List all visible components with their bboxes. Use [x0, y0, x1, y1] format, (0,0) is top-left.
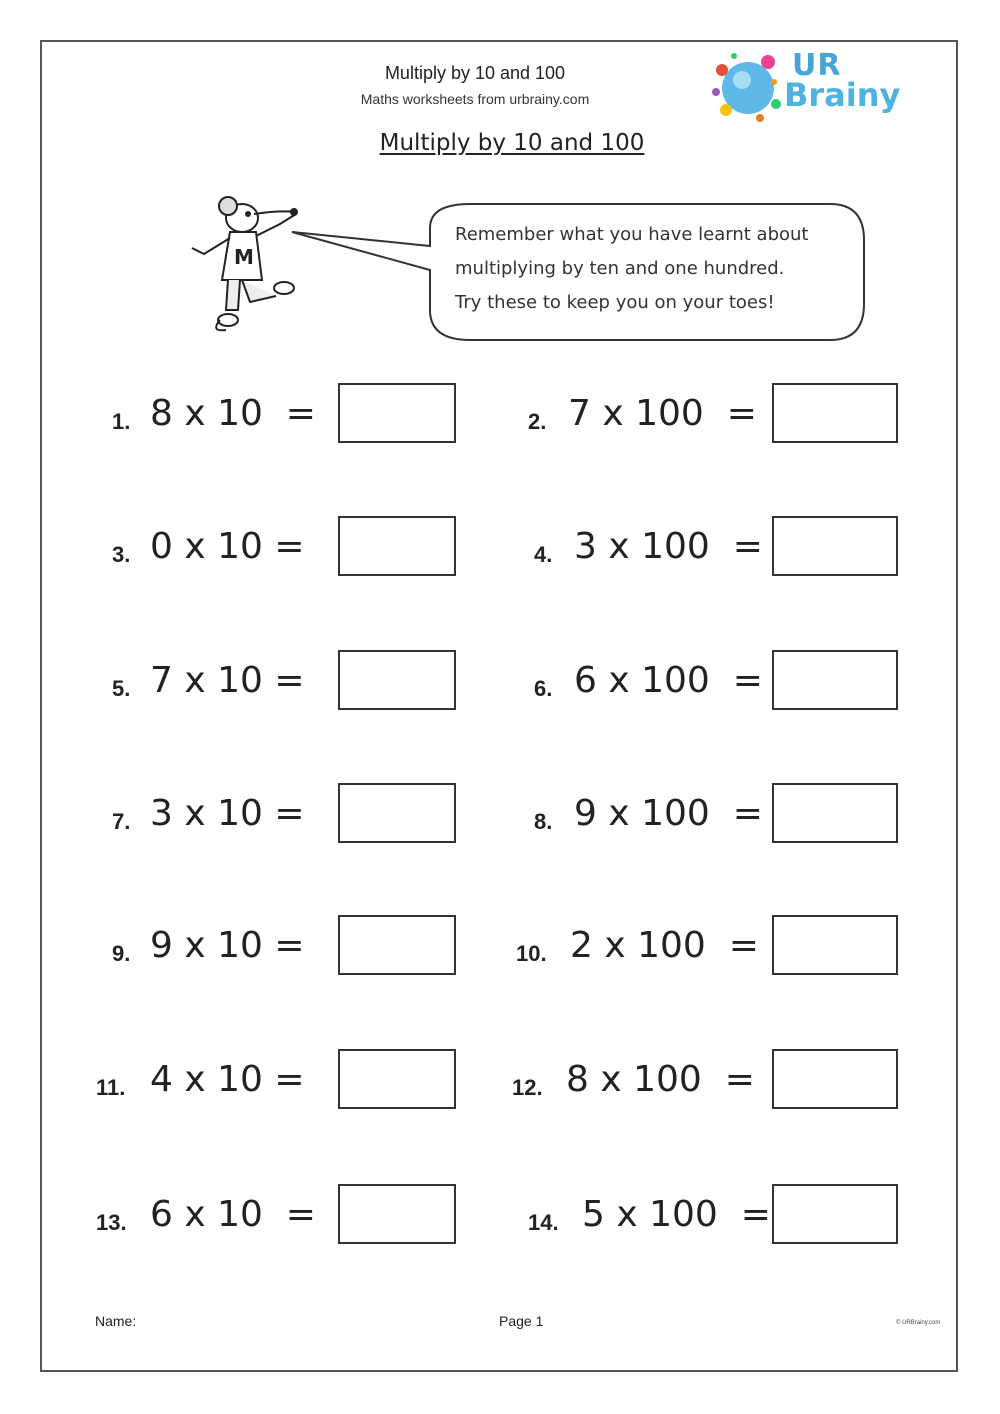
name-label: Name: — [95, 1313, 137, 1329]
question-expression: 3 x 10 = — [150, 793, 305, 834]
answer-box[interactable] — [772, 915, 898, 975]
header-subtitle: Maths worksheets from urbrainy.com — [360, 91, 590, 107]
bubble-line-2: multiplying by ten and one hundred. — [455, 258, 785, 279]
logo-brainy-text: Brainy — [784, 76, 901, 114]
question-6 — [0, 650, 1000, 714]
question-10 — [0, 915, 1000, 979]
question-number: 10. — [516, 941, 547, 966]
question-number: 4. — [534, 542, 553, 567]
question-number: 9. — [112, 941, 131, 966]
logo-ur-text: UR — [792, 48, 842, 83]
speech-bubble-text — [455, 218, 855, 320]
question-expression: 8 x 100 = — [566, 1059, 755, 1100]
question-expression: 2 x 100 = — [570, 925, 759, 966]
answer-box[interactable] — [772, 383, 898, 443]
question-expression: 7 x 100 = — [568, 393, 757, 434]
question-number: 5. — [112, 676, 131, 701]
question-expression: 7 x 10 = — [150, 660, 305, 701]
question-number: 14. — [528, 1210, 559, 1235]
question-number: 6. — [534, 676, 553, 701]
answer-box[interactable] — [772, 1184, 898, 1244]
question-expression: 8 x 10 = — [150, 393, 316, 434]
question-number: 8. — [534, 809, 553, 834]
question-number: 13. — [96, 1210, 127, 1235]
header-title: Multiply by 10 and 100 — [384, 63, 566, 83]
question-number: 2. — [528, 409, 547, 434]
question-expression: 0 x 10 = — [150, 526, 305, 567]
question-number: 12. — [512, 1075, 543, 1100]
copyright-text: © URBrainy.com — [896, 1320, 941, 1326]
answer-box[interactable] — [772, 516, 898, 576]
question-expression: 4 x 10 = — [150, 1059, 305, 1100]
question-number: 11. — [96, 1075, 126, 1100]
question-expression: 3 x 100 = — [574, 526, 763, 567]
question-8 — [0, 783, 1000, 847]
page-label: Page 1 — [499, 1313, 544, 1329]
question-number: 1. — [112, 409, 131, 434]
question-2 — [0, 383, 1000, 447]
bubble-line-3: Try these to keep you on your toes! — [455, 292, 775, 313]
question-expression: 5 x 100 = — [582, 1194, 771, 1235]
question-14 — [0, 1184, 1000, 1248]
question-expression: 6 x 10 = — [150, 1194, 316, 1235]
worksheet-title: Multiply by 10 and 100 — [379, 130, 645, 156]
bubble-line-1: Remember what you have learnt about — [455, 224, 809, 245]
svg-text:M: M — [234, 245, 254, 269]
answer-box[interactable] — [772, 1049, 898, 1109]
answer-box[interactable] — [772, 650, 898, 710]
answer-box[interactable] — [772, 783, 898, 843]
question-expression: 9 x 100 = — [574, 793, 763, 834]
question-12 — [0, 1049, 1000, 1113]
question-expression: 6 x 100 = — [574, 660, 763, 701]
question-4 — [0, 516, 1000, 580]
question-expression: 9 x 10 = — [150, 925, 305, 966]
question-number: 3. — [112, 542, 131, 567]
question-number: 7. — [112, 809, 131, 834]
